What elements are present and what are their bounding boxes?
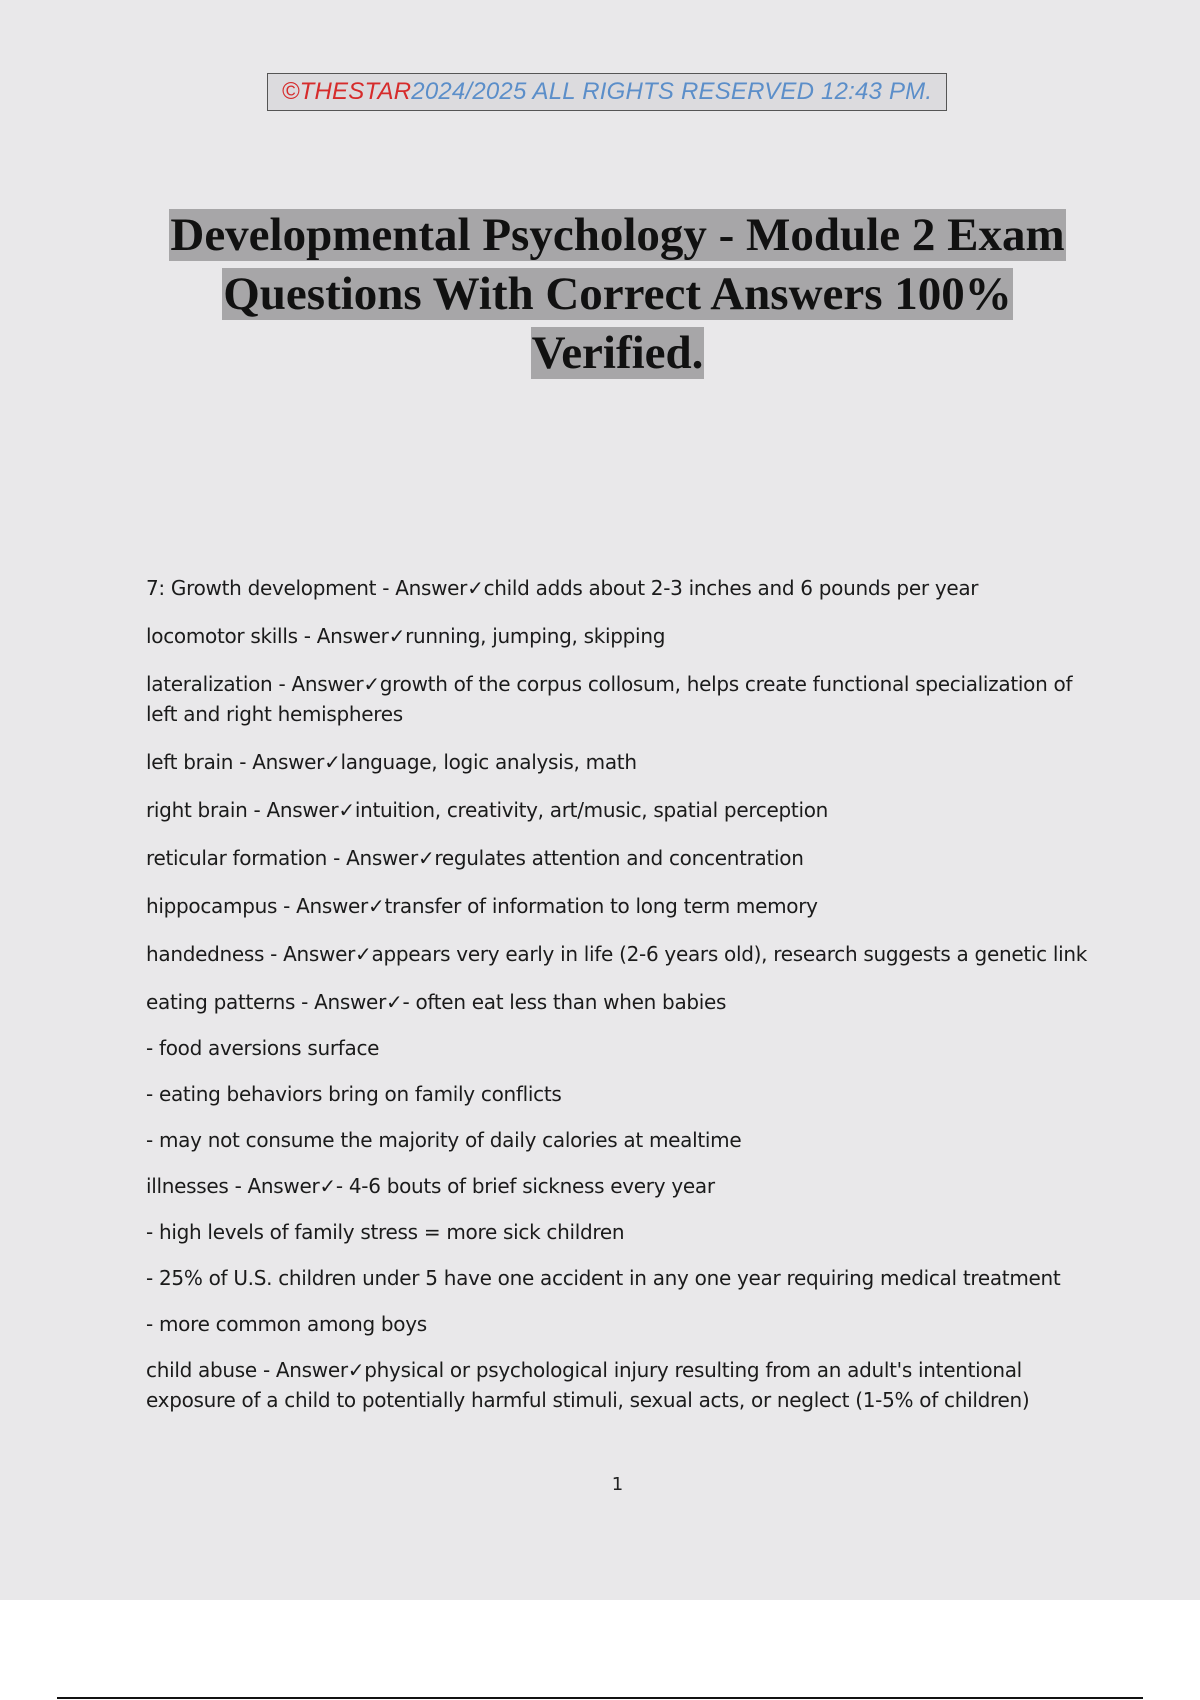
checkmark-icon: ✓	[367, 894, 385, 918]
qa-entry	[146, 669, 1096, 729]
qa-entry-continuation: - may not consume the majority of daily calories at mealtime	[146, 1128, 742, 1152]
entry-term: hippocampus - Answer	[146, 894, 368, 918]
entry-answer: intuition, creativity, art/music, spatial perception	[354, 798, 829, 822]
checkmark-icon: ✓	[417, 846, 435, 870]
title-line-3: Verified.	[531, 327, 704, 379]
entry-term: handedness - Answer	[146, 942, 356, 966]
entry-answer: running, jumping, skipping	[405, 624, 666, 648]
checkmark-icon: ✓	[338, 798, 355, 822]
qa-entry	[146, 747, 1096, 777]
qa-entry-continuation: - more common among boys	[146, 1312, 427, 1336]
title-line-2: Questions With Correct Answers 100%	[223, 268, 1012, 320]
entry-term: child abuse - Answer	[146, 1358, 348, 1382]
footer-divider	[57, 1697, 1143, 1699]
entry-answer: - often eat less than when babies	[402, 990, 727, 1014]
qa-entry	[146, 621, 1096, 651]
checkmark-icon: ✓	[467, 576, 484, 600]
qa-entry	[146, 939, 1096, 969]
checkmark-icon: ✓	[386, 990, 403, 1014]
entry-term: locomotor skills - Answer	[146, 624, 389, 648]
entry-answer: appears very early in life (2-6 years old), research suggests a genetic link	[371, 942, 1088, 966]
qa-entry	[146, 1171, 1096, 1201]
qa-entry	[146, 891, 1096, 921]
document-title	[100, 206, 1135, 383]
qa-entry	[146, 1355, 1096, 1415]
entry-answer: growth of the corpus collosum, helps create functional specialization of left and right hemispheres	[146, 672, 1073, 726]
entry-term: 7: Growth development - Answer	[146, 576, 468, 600]
checkmark-icon: ✓	[355, 942, 372, 966]
entry-term: lateralization - Answer	[146, 672, 364, 696]
qa-entry-continuation: - eating behaviors bring on family conflicts	[146, 1082, 562, 1106]
qa-entry	[146, 573, 1096, 603]
entry-term: right brain - Answer	[146, 798, 339, 822]
checkmark-icon: ✓	[388, 624, 406, 648]
entry-answer: child adds about 2-3 inches and 6 pounds per year	[483, 576, 979, 600]
qa-entry	[146, 987, 1096, 1017]
qa-entry-continuation: - food aversions surface	[146, 1036, 380, 1060]
entry-term: reticular formation - Answer	[146, 846, 418, 870]
entry-answer: physical or psychological injury resulting from an adult's intentional exposure of a child to potentially harmful stimuli, sexual acts, or neglect (1-5% of children)	[146, 1358, 1030, 1412]
qa-entry	[146, 795, 1096, 825]
title-line-1: Developmental Psychology - Module 2 Exam	[170, 209, 1065, 261]
entry-term: left brain - Answer	[146, 750, 325, 774]
checkmark-icon: ✓	[363, 672, 380, 696]
checkmark-icon: ✓	[324, 750, 341, 774]
copyright-banner	[267, 73, 947, 111]
entry-term: eating patterns - Answer	[146, 990, 386, 1014]
checkmark-icon: ✓	[347, 1358, 365, 1382]
entry-term: illnesses - Answer	[146, 1174, 320, 1198]
qa-entries	[146, 573, 1096, 1433]
qa-entry-continuation: - 25% of U.S. children under 5 have one accident in any one year requiring medical treatment	[146, 1266, 1061, 1290]
copyright-rights-text: 2024/2025 ALL RIGHTS RESERVED 12:43 PM.	[411, 78, 933, 105]
checkmark-icon: ✓	[319, 1174, 336, 1198]
copyright-brand: ©THESTAR	[281, 78, 412, 105]
page-number: 1	[611, 1474, 624, 1495]
entry-answer: - 4-6 bouts of brief sickness every year	[335, 1174, 715, 1198]
entry-answer: regulates attention and concentration	[434, 846, 804, 870]
entry-answer: transfer of information to long term memory	[384, 894, 818, 918]
entry-answer: language, logic analysis, math	[340, 750, 637, 774]
qa-entry	[146, 843, 1096, 873]
qa-entry-continuation: - high levels of family stress = more sick children	[146, 1220, 625, 1244]
